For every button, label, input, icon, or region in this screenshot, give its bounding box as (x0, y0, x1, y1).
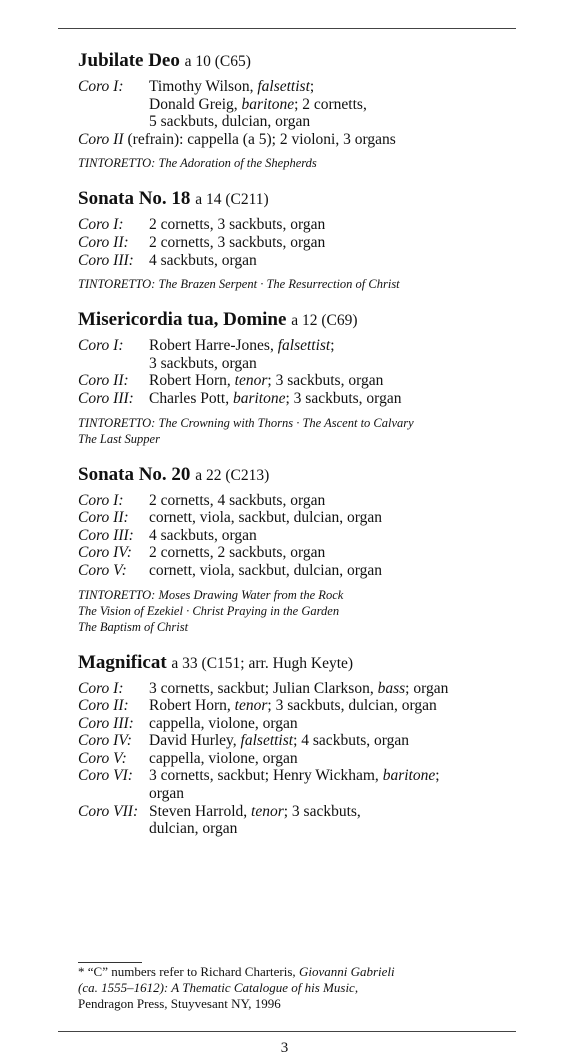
coro-row (78, 715, 518, 733)
coro-row (78, 252, 518, 270)
coro-scoring (149, 216, 518, 234)
text-run: 3 sackbuts, organ (149, 354, 257, 372)
text-run: cappella, violone, organ (149, 714, 298, 732)
coro-row (78, 750, 518, 768)
coro-row (78, 697, 518, 715)
text-run: 3 cornetts, sackbut; Julian Clarkson, (149, 679, 378, 697)
text-run: 2 cornetts, 2 sackbuts, organ (149, 544, 326, 562)
coro-row (78, 131, 518, 149)
coro-scoring (149, 715, 518, 733)
painting-references (78, 587, 518, 635)
text-run: organ (149, 785, 185, 803)
coro-scoring (149, 234, 518, 252)
piece-title: Misericordia tua, Domine (78, 309, 287, 331)
coro-scoring (128, 131, 519, 149)
piece-section (78, 50, 518, 171)
text-run: ; (330, 337, 335, 355)
text-run: ; (435, 767, 440, 785)
coro-label: Coro III: (78, 714, 134, 732)
coro-row (78, 372, 518, 390)
coro-scoring (149, 252, 518, 270)
voice-type: tenor (234, 372, 268, 390)
coro-row (78, 390, 518, 408)
coro-scoring (149, 750, 518, 768)
bottom-rule (58, 1031, 516, 1032)
coro-row (78, 234, 518, 252)
text-run: Robert Horn, (149, 372, 235, 390)
coro-scoring (149, 390, 518, 408)
text-run: 2 cornetts, 4 sackbuts, organ (149, 491, 326, 509)
text-run: ; 3 sackbuts, (283, 802, 361, 820)
painting-line: The Baptism of Christ (78, 619, 189, 634)
coro-scoring (149, 562, 518, 580)
text-run: dulcian, organ (149, 820, 238, 838)
painting-line: TINTORETTO: The Brazen Serpent · The Resurrection of Christ (78, 277, 400, 292)
text-run: 3 cornetts, sackbut; Henry Wickham, (149, 767, 383, 785)
program-listing (78, 50, 518, 855)
coro-scoring (149, 337, 518, 372)
coro-label: Coro II (78, 130, 124, 148)
text-run: ; 4 sackbuts, organ (293, 732, 410, 750)
voice-type: baritone (241, 95, 295, 113)
coro-row (78, 732, 518, 750)
piece-heading (78, 188, 518, 211)
coro-row (78, 78, 518, 131)
text-run: 4 sackbuts, organ (149, 526, 257, 544)
voice-type: falsettist (257, 78, 310, 95)
text-run: Pendragon Press, Stuyvesant NY, 1996 (78, 996, 281, 1011)
coro-row (78, 527, 518, 545)
text-run: 4 sackbuts, organ (149, 251, 257, 269)
painting-line: TINTORETTO: The Crowning with Thorns · The Ascent to Calvary (78, 415, 414, 430)
piece-title: Sonata No. 18 (78, 188, 191, 210)
coro-scoring (149, 492, 518, 510)
voice-type: baritone (382, 767, 436, 785)
coro-label: Coro VII: (78, 802, 139, 820)
coro-row (78, 562, 518, 580)
text-run: ; 3 sackbuts, dulcian, organ (267, 697, 437, 715)
voice-type: falsettist (277, 337, 331, 355)
coro-scoring (149, 732, 518, 750)
voice-type: tenor (251, 802, 284, 820)
voice-type: Giovanni Gabrieli (298, 964, 395, 979)
text-run: 2 cornetts, 3 sackbuts, organ (149, 216, 326, 234)
coro-row (78, 337, 518, 372)
coro-scoring (149, 680, 518, 698)
painting-references (78, 415, 518, 447)
coro-label: Coro I: (78, 78, 124, 95)
text-run: Steven Harrold, (149, 802, 252, 820)
piece-catalogue: a 10 (C65) (184, 53, 251, 70)
coro-scoring (149, 78, 518, 131)
coro-row (78, 544, 518, 562)
piece-catalogue: a 12 (C69) (291, 312, 358, 330)
coro-scoring (149, 803, 518, 838)
coro-label: Coro V: (78, 561, 127, 579)
text-run: cappella, violone, organ (149, 749, 298, 767)
coro-row (78, 216, 518, 234)
coro-row (78, 509, 518, 527)
text-run: ; 3 sackbuts, organ (267, 372, 384, 390)
piece-catalogue: a 14 (C211) (195, 191, 269, 209)
page-number: 3 (280, 1040, 289, 1056)
painting-references (78, 276, 518, 292)
piece-section (78, 652, 518, 838)
coro-label: Coro I: (78, 216, 124, 234)
text-run: ; (309, 78, 315, 95)
coro-label: Coro IV: (78, 544, 132, 562)
text-run: ; organ (405, 679, 449, 697)
coro-label: Coro II: (78, 509, 129, 527)
voice-type: (ca. 1555–1612): A Thematic Catalogue of his Music, (78, 980, 359, 995)
piece-heading (78, 652, 518, 675)
painting-line: TINTORETTO: Moses Drawing Water from the Rock (78, 587, 344, 602)
text-run: cornett, viola, sackbut, dulcian, organ (149, 509, 383, 527)
coro-label: Coro IV: (78, 732, 132, 750)
text-run: 5 sackbuts, dulcian, organ (149, 113, 311, 131)
text-run: 2 cornetts, 3 sackbuts, organ (149, 233, 326, 251)
coro-label: Coro I: (78, 491, 124, 509)
text-run: ; 3 sackbuts, organ (285, 389, 402, 407)
coro-scoring (149, 509, 518, 527)
coro-label: Coro VI: (78, 767, 133, 785)
voice-type: bass (377, 679, 406, 697)
footnote-rule (78, 962, 142, 963)
voice-type: falsettist (240, 732, 294, 750)
piece-section (78, 188, 518, 292)
painting-line: TINTORETTO: The Adoration of the Shepherds (78, 156, 317, 171)
text-run: Robert Horn, (149, 697, 235, 715)
coro-scoring (149, 544, 518, 562)
coro-label: Coro III: (78, 526, 134, 544)
text-run: David Hurley, (149, 732, 241, 750)
coro-row (78, 803, 518, 838)
piece-section (78, 464, 518, 635)
coro-row (78, 492, 518, 510)
piece-heading (78, 50, 518, 73)
piece-catalogue: a 33 (C151; arr. Hugh Keyte) (171, 654, 354, 672)
coro-label: Coro III: (78, 251, 134, 269)
coro-row (78, 680, 518, 698)
text-run: Timothy Wilson, (149, 78, 258, 95)
coro-label: Coro I: (78, 337, 124, 355)
voice-type: baritone (232, 389, 286, 407)
coro-label: Coro II: (78, 233, 129, 251)
piece-heading (78, 464, 518, 487)
piece-title: Sonata No. 20 (78, 463, 191, 485)
coro-scoring (149, 527, 518, 545)
text-run: * “C” numbers refer to Richard Charteris, (78, 964, 299, 979)
coro-scoring (149, 372, 518, 390)
piece-catalogue: a 22 (C213) (195, 466, 270, 484)
coro-label: Coro II: (78, 697, 129, 715)
painting-line: The Last Supper (78, 431, 160, 446)
text-run: Charles Pott, (149, 389, 233, 407)
painting-references (78, 155, 518, 171)
piece-title: Magnificat (78, 651, 167, 673)
coro-row (78, 767, 518, 802)
painting-line: The Vision of Ezekiel · Christ Praying in the Garden (78, 603, 340, 618)
piece-heading (78, 309, 518, 332)
top-rule (58, 28, 516, 29)
text-run: Robert Harre-Jones, (149, 337, 278, 355)
footnote (78, 964, 498, 1012)
piece-title: Jubilate Deo (78, 50, 180, 71)
text-run: (refrain): cappella (a 5); 2 violoni, 3 organs (127, 130, 396, 148)
coro-label: Coro II: (78, 372, 129, 390)
piece-section (78, 309, 518, 446)
text-run: ; 2 cornetts, (294, 95, 367, 113)
coro-label: Coro III: (78, 389, 134, 407)
text-run: Donald Greig, (149, 95, 242, 113)
coro-scoring (149, 767, 518, 802)
coro-label: Coro I: (78, 679, 124, 697)
coro-scoring (149, 697, 518, 715)
voice-type: tenor (234, 697, 268, 715)
text-run: cornett, viola, sackbut, dulcian, organ (149, 561, 383, 579)
coro-label: Coro V: (78, 749, 127, 767)
